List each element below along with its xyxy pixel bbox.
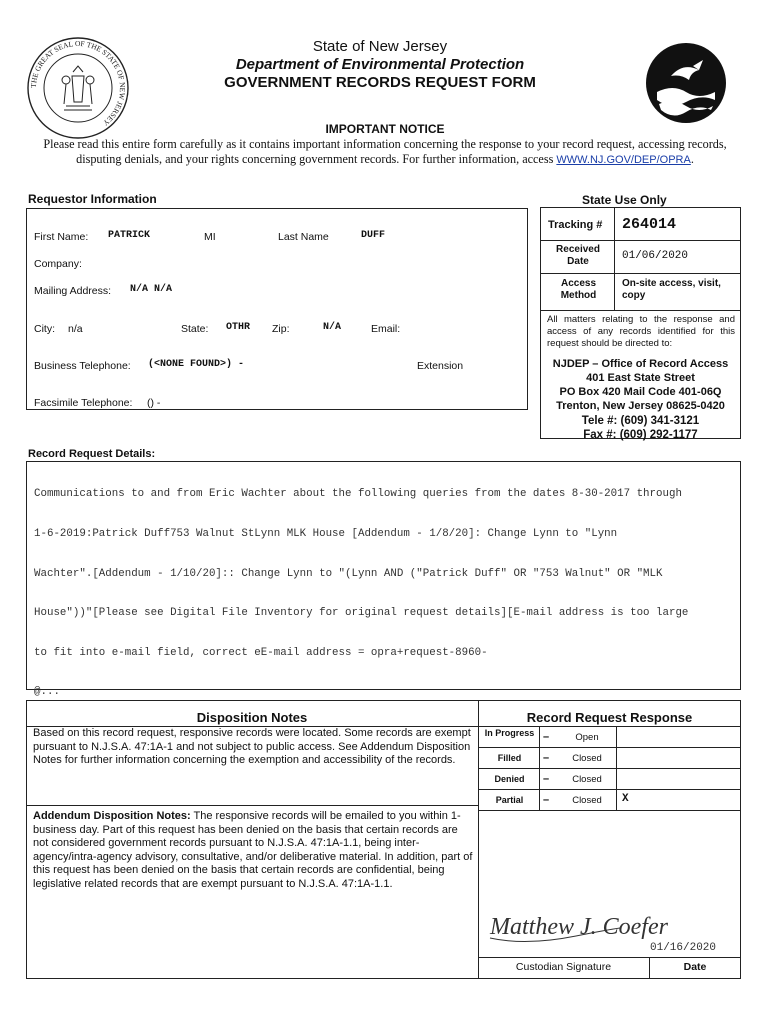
- njdep-logo-icon: [643, 40, 729, 126]
- mi-label: MI: [204, 231, 216, 243]
- office-line-1: NJDEP – Office of Record Access: [552, 358, 729, 370]
- requestor-box: [26, 208, 528, 410]
- access-method-label: Access Method: [560, 278, 597, 301]
- fax-label: Facsimile Telephone:: [34, 397, 133, 409]
- state-use-title: State Use Only: [582, 193, 667, 207]
- tracking-value: 264014: [622, 216, 677, 233]
- request-line: Communications to and from Eric Wachter about the following queries from the dates 8-30-2017 through: [34, 488, 682, 501]
- response-row-status: Closed: [572, 774, 602, 785]
- request-line: House"))"[Please see Digital File Inventory for original request details][E-mail address is too large: [34, 607, 689, 620]
- response-row-label: Denied: [494, 774, 525, 784]
- office-line-3: PO Box 420 Mail Code 401-06Q: [559, 386, 722, 398]
- last-name-value[interactable]: DUFF: [361, 230, 386, 241]
- business-phone-value[interactable]: (<NONE FOUND>) -: [148, 359, 245, 370]
- fax-number: Fax #: (609) 292-1177: [583, 429, 698, 441]
- business-phone-label: Business Telephone:: [34, 360, 131, 372]
- state-label: State:: [181, 323, 209, 335]
- first-name-label: First Name:: [34, 231, 89, 243]
- request-line: Wachter".[Addendum - 1/10/20]:: Change Lynn to "(Lynn AND ("Patrick Duff" OR "753 Walnut" OR "MLK: [34, 567, 663, 580]
- sign-date: 01/16/2020: [650, 942, 717, 954]
- disposition-text: Based on this record request, responsive records were located. Some records are exempt pursuant to N.J.S.A. 47:1A-1 and not subject to public access. See Addendum Disposition Notes for further information concerning the exemption and accessibility of the records.: [33, 727, 471, 767]
- notice-line-1: Please read this entire form carefully as it contains important information concerning the response to your record request, accessing records,: [43, 137, 727, 151]
- city-label: City:: [34, 323, 55, 335]
- addendum-text: The responsive records will be emailed to you within 1-business day. Part of this request has been denied on the basis that certain records are not considered government records pursuant to N.J.S.A. 47:1A-1.1, being inter-agency/intra-agency advisory, consultative, and/or deliberative material. In addition, part of this request has been denied on the basis that certain records are confidential, being legislative related records that are exempt pursuant to N.J.S.A. 47:1A-1.1.: [33, 810, 473, 890]
- received-date-label: Received Date: [556, 244, 600, 267]
- response-row-dash: –: [543, 752, 550, 764]
- first-name-value[interactable]: PATRICK: [108, 230, 151, 241]
- mailing-address-label: Mailing Address:: [34, 285, 112, 297]
- state-value[interactable]: OTHR: [226, 322, 251, 333]
- tracking-label: Tracking #: [548, 219, 603, 231]
- response-row-status: Closed: [572, 753, 602, 764]
- response-row-mark[interactable]: X: [622, 793, 629, 805]
- response-row-status: Closed: [572, 795, 602, 806]
- request-line: to fit into e-mail field, correct eE-mail address = opra+request-8960-: [34, 646, 488, 659]
- extension-label: Extension: [417, 360, 464, 372]
- date-label: Date: [683, 961, 707, 973]
- notice-title: IMPORTANT NOTICE: [325, 122, 445, 136]
- disposition-title: Disposition Notes: [196, 710, 308, 725]
- response-row-label: Filled: [497, 753, 522, 763]
- department-name: Department of Environmental Protection: [235, 56, 525, 73]
- form-title: GOVERNMENT RECORDS REQUEST FORM: [224, 74, 536, 91]
- seal-text: THE GREAT SEAL OF THE STATE OF NEW JERSEY: [28, 38, 128, 128]
- response-row-dash: –: [543, 731, 550, 743]
- notice-line-2-end: .: [690, 152, 694, 166]
- fax-value[interactable]: () -: [147, 397, 161, 409]
- office-line-2: 401 East State Street: [586, 372, 695, 384]
- received-date-value: 01/06/2020: [622, 250, 689, 262]
- custodian-signature: [486, 898, 668, 956]
- state-name: State of New Jersey: [312, 38, 448, 55]
- opra-link[interactable]: WWW.NJ.GOV/DEP/OPRA: [556, 154, 691, 166]
- record-request-label: Record Request Details:: [28, 448, 156, 460]
- company-label: Company:: [34, 258, 82, 270]
- response-row-label: Partial: [495, 795, 524, 805]
- email-label: Email:: [371, 323, 401, 335]
- request-line: 1-6-2019:Patrick Duff753 Walnut StLynn MLK House [Addendum - 1/8/20]: Change Lynn to "Lynn: [34, 528, 618, 541]
- office-line-4: Trenton, New Jersey 08625-0420: [556, 400, 725, 412]
- addendum-label: Addendum Disposition Notes:: [33, 810, 191, 822]
- notice-line-2: disputing denials, and your rights concerning government records. For further information, access: [76, 152, 554, 166]
- requestor-section-title: Requestor Information: [28, 192, 157, 206]
- response-title: Record Request Response: [526, 710, 693, 725]
- mailing-address-value[interactable]: N/A N/A: [130, 284, 173, 295]
- response-row-label: In Progress: [484, 728, 535, 738]
- zip-value[interactable]: N/A: [323, 322, 342, 333]
- tele-number: Tele #: (609) 341-3121: [581, 415, 700, 427]
- request-line: @...: [34, 686, 60, 699]
- response-row-dash: –: [543, 794, 550, 806]
- response-row-status: Open: [575, 732, 599, 743]
- city-value[interactable]: n/a: [68, 323, 83, 335]
- response-row-dash: –: [543, 773, 550, 785]
- custodian-signature-label: Custodian Signature: [515, 961, 612, 973]
- matters-text: All matters relating to the response and access of any records identified for this request should be directed to:: [547, 314, 735, 349]
- signature-text: Matthew J. Coefer: [490, 914, 668, 940]
- access-method-value: On-site access, visit, copy: [622, 278, 721, 301]
- zip-label: Zip:: [272, 323, 290, 335]
- last-name-label: Last Name: [278, 231, 329, 243]
